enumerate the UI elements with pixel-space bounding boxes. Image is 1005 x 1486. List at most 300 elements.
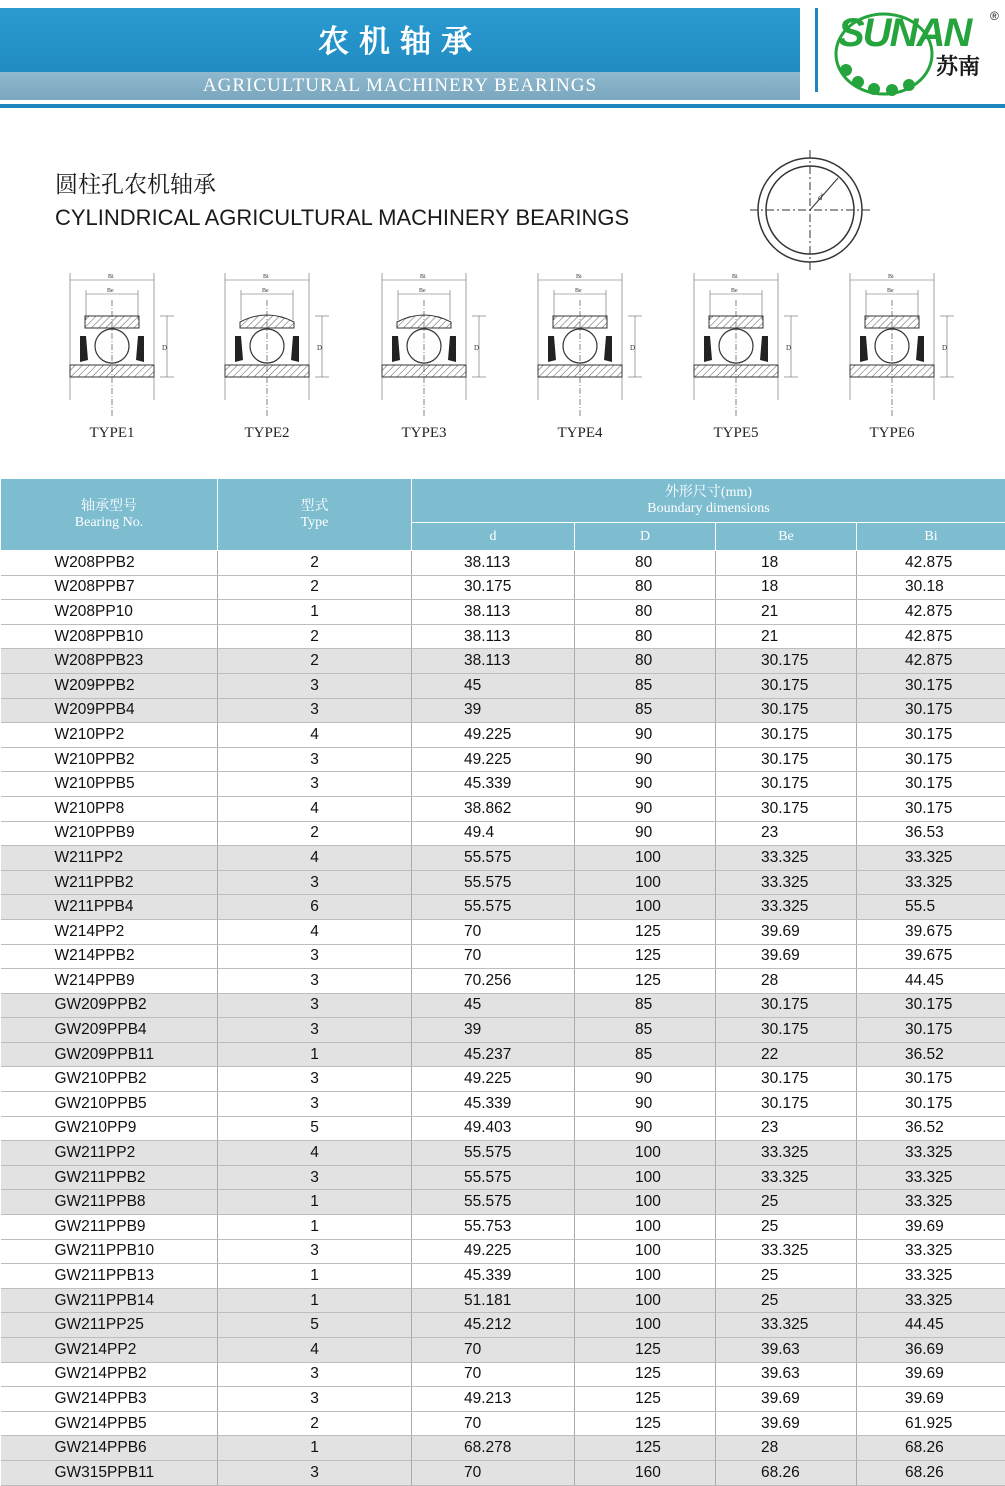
table-row bbox=[1, 846, 1005, 871]
cell-bearing-no: GW315PPB11 bbox=[1, 1460, 218, 1485]
table-row bbox=[1, 575, 1005, 600]
cell-bearing-no: GW211PPB9 bbox=[1, 1215, 218, 1240]
cell-be: 21 bbox=[716, 624, 857, 649]
table-row bbox=[1, 1190, 1005, 1215]
table-body bbox=[1, 551, 1005, 1486]
table-row bbox=[1, 649, 1005, 674]
col-header-dimensions bbox=[412, 479, 1005, 523]
diagram-D-label: D bbox=[474, 344, 479, 352]
section-title-en: CYLINDRICAL AGRICULTURAL MACHINERY BEARINGS bbox=[55, 205, 629, 231]
diagram-be-label: Be bbox=[575, 288, 582, 294]
diagram-be-label: Be bbox=[419, 288, 426, 294]
cell-be: 30.175 bbox=[716, 747, 857, 772]
cell-bi: 68.26 bbox=[857, 1436, 1005, 1461]
cell-type: 3 bbox=[218, 1018, 412, 1043]
cell-type: 3 bbox=[218, 1092, 412, 1117]
cell-type: 4 bbox=[218, 723, 412, 748]
type-label-6: TYPE6 bbox=[830, 425, 954, 442]
cell-type: 1 bbox=[218, 1288, 412, 1313]
cell-d: 49.403 bbox=[412, 1116, 575, 1141]
cell-bi: 36.52 bbox=[857, 1116, 1005, 1141]
table-row bbox=[1, 1018, 1005, 1043]
cell-d: 70 bbox=[412, 944, 575, 969]
cell-be: 30.175 bbox=[716, 698, 857, 723]
diagram-bi-label: Bi bbox=[888, 274, 894, 280]
cell-type: 1 bbox=[218, 600, 412, 625]
cell-D: 160 bbox=[575, 1460, 716, 1485]
table-row bbox=[1, 969, 1005, 994]
cell-type: 3 bbox=[218, 969, 412, 994]
type-label-3: TYPE3 bbox=[362, 425, 486, 442]
cell-type: 2 bbox=[218, 624, 412, 649]
col-header-be: Be bbox=[716, 523, 857, 551]
cell-d: 39 bbox=[412, 698, 575, 723]
table-row bbox=[1, 1338, 1005, 1363]
cell-D: 80 bbox=[575, 624, 716, 649]
col-header-bi: Bi bbox=[857, 523, 1005, 551]
cell-d: 38.113 bbox=[412, 551, 575, 576]
cell-d: 55.575 bbox=[412, 1141, 575, 1166]
cell-D: 80 bbox=[575, 600, 716, 625]
cell-type: 3 bbox=[218, 1165, 412, 1190]
cell-D: 90 bbox=[575, 796, 716, 821]
cell-d: 39 bbox=[412, 1018, 575, 1043]
table-row bbox=[1, 944, 1005, 969]
cell-type: 1 bbox=[218, 1264, 412, 1289]
diagram-type3 bbox=[362, 270, 486, 420]
cell-bearing-no: GW214PPB2 bbox=[1, 1362, 218, 1387]
cell-be: 33.325 bbox=[716, 846, 857, 871]
cell-type: 1 bbox=[218, 1190, 412, 1215]
cell-type: 3 bbox=[218, 772, 412, 797]
cell-bearing-no: W214PPB9 bbox=[1, 969, 218, 994]
cell-D: 125 bbox=[575, 1387, 716, 1412]
cell-D: 100 bbox=[575, 1190, 716, 1215]
diagram-type5 bbox=[674, 270, 798, 420]
cell-be: 33.325 bbox=[716, 895, 857, 920]
cell-bi: 42.875 bbox=[857, 624, 1005, 649]
cell-type: 1 bbox=[218, 1215, 412, 1240]
table-row bbox=[1, 895, 1005, 920]
cell-be: 33.325 bbox=[716, 870, 857, 895]
cell-bearing-no: GW211PPB13 bbox=[1, 1264, 218, 1289]
cell-type: 2 bbox=[218, 575, 412, 600]
cell-bi: 68.26 bbox=[857, 1460, 1005, 1485]
header-banner bbox=[0, 8, 800, 92]
cell-d: 38.862 bbox=[412, 796, 575, 821]
cell-be: 18 bbox=[716, 575, 857, 600]
cell-bi: 33.325 bbox=[857, 1165, 1005, 1190]
cell-D: 125 bbox=[575, 1362, 716, 1387]
cell-bearing-no: GW211PPB2 bbox=[1, 1165, 218, 1190]
cell-bi: 33.325 bbox=[857, 1239, 1005, 1264]
cell-D: 80 bbox=[575, 649, 716, 674]
cell-d: 49.225 bbox=[412, 747, 575, 772]
col-header-type bbox=[218, 479, 412, 551]
cell-type: 3 bbox=[218, 1239, 412, 1264]
diagram-bi-label: Bi bbox=[732, 274, 738, 280]
col-type-cn: 型式 bbox=[218, 499, 411, 515]
cell-type: 1 bbox=[218, 1042, 412, 1067]
cell-d: 70 bbox=[412, 1460, 575, 1485]
col-bearing-no-cn: 轴承型号 bbox=[1, 499, 217, 515]
cell-bi: 30.175 bbox=[857, 772, 1005, 797]
cell-bearing-no: GW209PPB11 bbox=[1, 1042, 218, 1067]
cell-D: 100 bbox=[575, 870, 716, 895]
cell-D: 90 bbox=[575, 1116, 716, 1141]
cell-bearing-no: GW211PP25 bbox=[1, 1313, 218, 1338]
col-dim-en: Boundary dimensions bbox=[412, 501, 1005, 517]
cell-d: 45 bbox=[412, 993, 575, 1018]
cell-D: 90 bbox=[575, 1092, 716, 1117]
table-row bbox=[1, 1460, 1005, 1485]
cell-bi: 30.175 bbox=[857, 1092, 1005, 1117]
page-title-en: AGRICULTURAL MACHINERY BEARINGS bbox=[0, 72, 800, 100]
bore-d-label: d bbox=[818, 192, 823, 202]
table-row bbox=[1, 1141, 1005, 1166]
cell-bi: 39.675 bbox=[857, 944, 1005, 969]
cell-D: 85 bbox=[575, 1042, 716, 1067]
cell-type: 3 bbox=[218, 673, 412, 698]
cell-be: 33.325 bbox=[716, 1313, 857, 1338]
cell-bi: 39.69 bbox=[857, 1362, 1005, 1387]
diagram-be-label: Be bbox=[731, 288, 738, 294]
cell-be: 30.175 bbox=[716, 1018, 857, 1043]
table-row bbox=[1, 1092, 1005, 1117]
cell-be: 39.69 bbox=[716, 1387, 857, 1412]
cell-D: 100 bbox=[575, 846, 716, 871]
cell-d: 70 bbox=[412, 1338, 575, 1363]
cell-be: 30.175 bbox=[716, 649, 857, 674]
cell-bearing-no: GW210PPB2 bbox=[1, 1067, 218, 1092]
table-row bbox=[1, 1436, 1005, 1461]
cell-D: 80 bbox=[575, 575, 716, 600]
cell-d: 49.225 bbox=[412, 1239, 575, 1264]
cell-bearing-no: W209PPB2 bbox=[1, 673, 218, 698]
cell-D: 90 bbox=[575, 747, 716, 772]
cell-be: 30.175 bbox=[716, 1092, 857, 1117]
cell-be: 28 bbox=[716, 969, 857, 994]
cell-bearing-no: W208PPB10 bbox=[1, 624, 218, 649]
header-rule bbox=[0, 104, 1005, 108]
col-bearing-no-en: Bearing No. bbox=[1, 515, 217, 531]
cell-type: 4 bbox=[218, 919, 412, 944]
cell-d: 38.113 bbox=[412, 624, 575, 649]
diagram-D-label: D bbox=[786, 344, 791, 352]
cell-d: 55.575 bbox=[412, 1165, 575, 1190]
cell-type: 4 bbox=[218, 1338, 412, 1363]
cell-d: 55.575 bbox=[412, 895, 575, 920]
cell-bi: 36.53 bbox=[857, 821, 1005, 846]
cell-bi: 42.875 bbox=[857, 600, 1005, 625]
col-header-d: d bbox=[412, 523, 575, 551]
cell-bi: 55.5 bbox=[857, 895, 1005, 920]
cell-type: 2 bbox=[218, 551, 412, 576]
cell-bearing-no: W208PPB2 bbox=[1, 551, 218, 576]
type-label-1: TYPE1 bbox=[50, 425, 174, 442]
cell-d: 70 bbox=[412, 1411, 575, 1436]
cell-D: 100 bbox=[575, 1264, 716, 1289]
cell-D: 85 bbox=[575, 698, 716, 723]
cell-bearing-no: W211PPB2 bbox=[1, 870, 218, 895]
table-row bbox=[1, 821, 1005, 846]
diagram-be-label: Be bbox=[107, 288, 114, 294]
cell-bearing-no: GW214PPB6 bbox=[1, 1436, 218, 1461]
cell-d: 30.175 bbox=[412, 575, 575, 600]
table-row bbox=[1, 1362, 1005, 1387]
cell-bearing-no: GW214PPB5 bbox=[1, 1411, 218, 1436]
cell-bi: 30.175 bbox=[857, 796, 1005, 821]
cell-bi: 36.52 bbox=[857, 1042, 1005, 1067]
bore-diagram bbox=[748, 148, 872, 272]
cell-D: 125 bbox=[575, 1338, 716, 1363]
table-row bbox=[1, 919, 1005, 944]
cell-d: 51.181 bbox=[412, 1288, 575, 1313]
cell-bi: 30.175 bbox=[857, 698, 1005, 723]
cell-be: 39.69 bbox=[716, 1411, 857, 1436]
cell-bearing-no: GW210PPB5 bbox=[1, 1092, 218, 1117]
cell-bearing-no: W211PPB4 bbox=[1, 895, 218, 920]
cell-bi: 30.175 bbox=[857, 723, 1005, 748]
cell-be: 33.325 bbox=[716, 1239, 857, 1264]
cell-type: 4 bbox=[218, 846, 412, 871]
cell-type: 3 bbox=[218, 1362, 412, 1387]
cell-be: 23 bbox=[716, 1116, 857, 1141]
cell-bi: 33.325 bbox=[857, 1190, 1005, 1215]
cell-D: 90 bbox=[575, 1067, 716, 1092]
cell-bearing-no: W211PP2 bbox=[1, 846, 218, 871]
cell-d: 49.4 bbox=[412, 821, 575, 846]
cell-be: 30.175 bbox=[716, 796, 857, 821]
table-row bbox=[1, 673, 1005, 698]
diagram-bi-label: Bi bbox=[263, 274, 269, 280]
cell-D: 90 bbox=[575, 723, 716, 748]
cell-type: 4 bbox=[218, 1141, 412, 1166]
cell-bi: 33.325 bbox=[857, 846, 1005, 871]
cell-be: 25 bbox=[716, 1215, 857, 1240]
cell-be: 30.175 bbox=[716, 723, 857, 748]
cell-d: 45.237 bbox=[412, 1042, 575, 1067]
cell-d: 38.113 bbox=[412, 649, 575, 674]
cell-D: 100 bbox=[575, 1141, 716, 1166]
cell-be: 39.63 bbox=[716, 1338, 857, 1363]
table-row bbox=[1, 772, 1005, 797]
cell-d: 55.575 bbox=[412, 870, 575, 895]
logo-mark: ® bbox=[990, 9, 999, 23]
logo-text: SUNAN bbox=[838, 11, 973, 55]
cell-d: 55.575 bbox=[412, 846, 575, 871]
table-row bbox=[1, 1116, 1005, 1141]
diagram-be-label: Be bbox=[262, 288, 269, 294]
cell-be: 22 bbox=[716, 1042, 857, 1067]
section-title-cn: 圆柱孔农机轴承 bbox=[55, 166, 216, 199]
diagram-D-label: D bbox=[317, 344, 322, 352]
cell-bearing-no: W210PPB2 bbox=[1, 747, 218, 772]
cell-be: 30.175 bbox=[716, 993, 857, 1018]
cell-be: 33.325 bbox=[716, 1165, 857, 1190]
cell-bi: 61.925 bbox=[857, 1411, 1005, 1436]
cell-d: 49.225 bbox=[412, 1067, 575, 1092]
cell-D: 85 bbox=[575, 993, 716, 1018]
cell-bearing-no: W210PPB5 bbox=[1, 772, 218, 797]
table-row bbox=[1, 1042, 1005, 1067]
cell-d: 45.212 bbox=[412, 1313, 575, 1338]
table-row bbox=[1, 1239, 1005, 1264]
diagram-type2 bbox=[205, 270, 329, 420]
col-header-D: D bbox=[575, 523, 716, 551]
cell-d: 55.753 bbox=[412, 1215, 575, 1240]
cell-bi: 33.325 bbox=[857, 1288, 1005, 1313]
table-row bbox=[1, 600, 1005, 625]
cell-bi: 39.675 bbox=[857, 919, 1005, 944]
cell-type: 2 bbox=[218, 821, 412, 846]
cell-D: 125 bbox=[575, 1436, 716, 1461]
cell-D: 100 bbox=[575, 1165, 716, 1190]
cell-D: 125 bbox=[575, 969, 716, 994]
cell-bi: 33.325 bbox=[857, 870, 1005, 895]
col-type-en: Type bbox=[218, 515, 411, 531]
header-divider bbox=[815, 8, 818, 92]
cell-be: 39.63 bbox=[716, 1362, 857, 1387]
cell-bi: 30.175 bbox=[857, 747, 1005, 772]
table-row bbox=[1, 1264, 1005, 1289]
cell-bi: 44.45 bbox=[857, 969, 1005, 994]
cell-D: 125 bbox=[575, 944, 716, 969]
cell-d: 49.225 bbox=[412, 723, 575, 748]
table-row bbox=[1, 1067, 1005, 1092]
cell-be: 21 bbox=[716, 600, 857, 625]
table-row bbox=[1, 993, 1005, 1018]
cell-be: 25 bbox=[716, 1190, 857, 1215]
cell-D: 100 bbox=[575, 1288, 716, 1313]
diagram-bi-label: Bi bbox=[576, 274, 582, 280]
cell-bi: 33.325 bbox=[857, 1141, 1005, 1166]
table-row bbox=[1, 551, 1005, 576]
cell-bearing-no: W210PP2 bbox=[1, 723, 218, 748]
cell-bearing-no: GW209PPB4 bbox=[1, 1018, 218, 1043]
cell-bearing-no: W208PPB23 bbox=[1, 649, 218, 674]
diagram-D-label: D bbox=[942, 344, 947, 352]
cell-type: 3 bbox=[218, 698, 412, 723]
cell-bi: 30.175 bbox=[857, 1018, 1005, 1043]
cell-type: 5 bbox=[218, 1313, 412, 1338]
cell-type: 3 bbox=[218, 1067, 412, 1092]
cell-be: 23 bbox=[716, 821, 857, 846]
diagram-bi-label: Bi bbox=[108, 274, 114, 280]
cell-be: 39.69 bbox=[716, 944, 857, 969]
cell-be: 28 bbox=[716, 1436, 857, 1461]
cell-bearing-no: GW214PP2 bbox=[1, 1338, 218, 1363]
diagram-type1 bbox=[50, 270, 174, 420]
cell-D: 85 bbox=[575, 1018, 716, 1043]
type-label-5: TYPE5 bbox=[674, 425, 798, 442]
table-row bbox=[1, 1411, 1005, 1436]
page-title-cn: 农机轴承 bbox=[0, 16, 800, 61]
cell-bearing-no: W208PPB7 bbox=[1, 575, 218, 600]
cell-bearing-no: GW211PP2 bbox=[1, 1141, 218, 1166]
cell-bearing-no: W214PP2 bbox=[1, 919, 218, 944]
col-header-bearing-no bbox=[1, 479, 218, 551]
table-row bbox=[1, 1165, 1005, 1190]
cell-type: 1 bbox=[218, 1436, 412, 1461]
cell-type: 4 bbox=[218, 796, 412, 821]
cell-bearing-no: GW209PPB2 bbox=[1, 993, 218, 1018]
cell-bi: 33.325 bbox=[857, 1264, 1005, 1289]
table-row bbox=[1, 747, 1005, 772]
cell-bi: 30.175 bbox=[857, 1067, 1005, 1092]
cell-d: 68.278 bbox=[412, 1436, 575, 1461]
cell-bearing-no: GW211PPB8 bbox=[1, 1190, 218, 1215]
cell-D: 80 bbox=[575, 551, 716, 576]
cell-bearing-no: GW214PPB3 bbox=[1, 1387, 218, 1412]
cell-bi: 42.875 bbox=[857, 551, 1005, 576]
cell-type: 3 bbox=[218, 1387, 412, 1412]
diagram-be-label: Be bbox=[887, 288, 894, 294]
cell-D: 90 bbox=[575, 821, 716, 846]
diagram-D-label: D bbox=[630, 344, 635, 352]
diagram-bi-label: Bi bbox=[420, 274, 426, 280]
table-row bbox=[1, 698, 1005, 723]
cell-d: 45 bbox=[412, 673, 575, 698]
cell-bearing-no: W214PPB2 bbox=[1, 944, 218, 969]
cell-be: 25 bbox=[716, 1288, 857, 1313]
type-label-2: TYPE2 bbox=[205, 425, 329, 442]
cell-bi: 44.45 bbox=[857, 1313, 1005, 1338]
diagram-D-label: D bbox=[162, 344, 167, 352]
cell-bearing-no: W210PPB9 bbox=[1, 821, 218, 846]
cell-d: 70 bbox=[412, 919, 575, 944]
cell-D: 100 bbox=[575, 1239, 716, 1264]
cell-bearing-no: W208PP10 bbox=[1, 600, 218, 625]
table-row bbox=[1, 624, 1005, 649]
cell-d: 49.213 bbox=[412, 1387, 575, 1412]
cell-bi: 30.175 bbox=[857, 993, 1005, 1018]
cell-bi: 30.18 bbox=[857, 575, 1005, 600]
cell-bi: 39.69 bbox=[857, 1387, 1005, 1412]
cell-be: 30.175 bbox=[716, 673, 857, 698]
cell-type: 3 bbox=[218, 1460, 412, 1485]
cell-type: 5 bbox=[218, 1116, 412, 1141]
cell-type: 3 bbox=[218, 870, 412, 895]
table-row bbox=[1, 870, 1005, 895]
cell-be: 30.175 bbox=[716, 1067, 857, 1092]
cell-d: 45.339 bbox=[412, 1092, 575, 1117]
cell-type: 3 bbox=[218, 747, 412, 772]
cell-be: 25 bbox=[716, 1264, 857, 1289]
cell-D: 100 bbox=[575, 1215, 716, 1240]
cell-D: 90 bbox=[575, 772, 716, 797]
table-row bbox=[1, 723, 1005, 748]
sunan-logo bbox=[832, 2, 1002, 98]
cell-bearing-no: GW211PPB14 bbox=[1, 1288, 218, 1313]
cell-d: 70.256 bbox=[412, 969, 575, 994]
cell-be: 39.69 bbox=[716, 919, 857, 944]
cell-type: 2 bbox=[218, 1411, 412, 1436]
cell-d: 55.575 bbox=[412, 1190, 575, 1215]
cell-be: 68.26 bbox=[716, 1460, 857, 1485]
bearing-table bbox=[0, 478, 1005, 1486]
table-row bbox=[1, 796, 1005, 821]
cell-D: 125 bbox=[575, 919, 716, 944]
cell-d: 45.339 bbox=[412, 772, 575, 797]
cell-D: 85 bbox=[575, 673, 716, 698]
cell-type: 3 bbox=[218, 993, 412, 1018]
cell-D: 100 bbox=[575, 895, 716, 920]
cell-type: 2 bbox=[218, 649, 412, 674]
table-row bbox=[1, 1387, 1005, 1412]
col-dim-cn: 外形尺寸(mm) bbox=[412, 485, 1005, 501]
cell-bearing-no: W210PP8 bbox=[1, 796, 218, 821]
